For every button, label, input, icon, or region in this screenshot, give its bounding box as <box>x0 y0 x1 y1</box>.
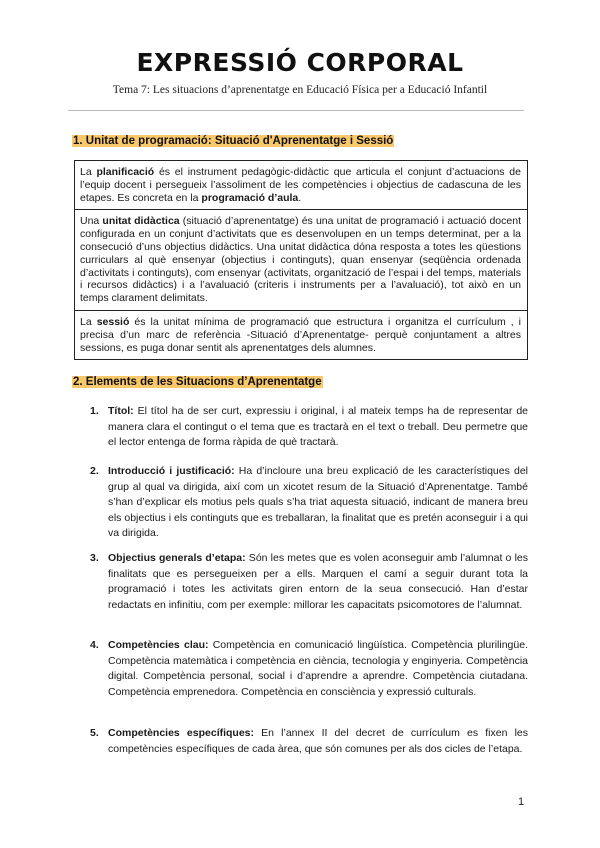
document-title: EXPRESSIÓ CORPORAL <box>136 48 464 77</box>
definitions-table <box>74 160 528 360</box>
definition-planificacio: La planificació és el instrument pedagògic-didàctic que articula el conjunt d’actuacions de l’equip docent i persegueix l’assoliment de les competències i objectius de cadascuna de les etapes. Es concreta en la programació d’aula. <box>80 166 521 204</box>
list-item: 5. Competències específiques: En l’annex II del decret de currículum es fixen les competències específiques de cada àrea, que són comunes per als dos cicles de l’etapa. <box>90 727 529 755</box>
definition-unitat-didactica: Una unitat didàctica (situació d’aprenentatge) és una unitat de programació i actuació docent configurada en un conjunt d’activitats que es desenvolupen en un temps determinat, per a la consecució d’uns objectius didàctics. Una unitat didàctica dóna resposta a totes les qüestions curriculars al què ensenyar (objectius i continguts), quan ensenyar (seqüència ordenada d’activitats i continguts), com ensenyar (activitats, organització de l’espai i del temps, materials i recursos didàctics) i a l’avaluació (criteris i instruments per a l’avaluació), tot això en un temps clarament delimitats. <box>75 209 527 310</box>
list-item: 2. Introducció i justificació: Ha d’incloure una breu explicació de les característiques del grup al qual va dirigida, així com un xicotet resum de la Situació d’Aprenentatge. També s’han d’explicar els motius pels quals s’ha triat aquesta situació, indicant de manera breu els objectius i els continguts que es treballaran, la finalitat que es pretén aconseguir i a qui va dirigida. <box>90 465 528 539</box>
list-item-number: 2. <box>90 465 99 477</box>
term-programacio-aula: programació d’aula <box>201 191 299 204</box>
list-item-label: Competències específiques: <box>108 727 255 739</box>
definition-sessio: La sessió és la unitat mínima de programació que estructura i organitza el currículum , i precisa d’un marc de referència -Situació d’Aprenentatge- perquè conjuntament a altres sessions, es puga donar sentit als aprenentatges dels alumnes. <box>75 310 527 359</box>
list-item-label: Competències clau: <box>108 639 209 651</box>
list-item-number: 1. <box>90 405 99 417</box>
list-item-number: 3. <box>90 552 99 564</box>
term-planificacio: planificació <box>96 166 155 178</box>
list-item: 1. Títol: El títol ha de ser curt, expressiu i original, i al mateix temps ha de representar de manera clara el contingut o el tema que es tractarà en el text o treball. Deu permetre que el lector entenga de forma ràpida de què tractarà. <box>90 405 528 448</box>
list-item-number: 5. <box>90 727 99 739</box>
list-item-number: 4. <box>90 639 99 651</box>
list-item: 4. Competències clau: Competència en comunicació lingüística. Competència plurilingüe. Competència matemàtica i competència en ciència, tecnologia y enginyeria. Competència digital. Competència personal, social i d’aprendre a aprendre. Competència ciutadana. Competència emprenedora. Competència en consciència y expressió culturals. <box>90 639 528 698</box>
term-unitat-didactica: unitat didàctica <box>102 215 180 228</box>
document-subtitle: Tema 7: Les situacions d’aprenentatge en Educació Física per a Educació Infantil <box>112 84 488 96</box>
section-2-heading: 2. Elements de les Situacions d’Aprenentatge <box>73 376 322 388</box>
page-number: 1 <box>518 796 525 808</box>
list-item-label: Títol: <box>108 405 134 417</box>
section-1-heading: 1. Unitat de programació: Situació d'Aprenentatge i Sessió <box>73 135 394 147</box>
list-item: 3. Objectius generals d’etapa: Són les metes que es volen aconseguir amb l’alumnat o les finalitats que es persegueixen per a ells. Marquen el camí a seguir durant tota la programació i totes les activitats giren entorn de la seua consecució. Han d’estar redactats en infinitiu, com per exemple: millorar les capacitats psicomotores de l’alumnat. <box>90 552 528 611</box>
list-item-label: Objectius generals d’etapa: <box>108 552 246 564</box>
list-item-label: Introducció i justificació: <box>108 465 235 477</box>
header-divider <box>68 110 524 111</box>
term-sessio: sessió <box>96 315 130 328</box>
